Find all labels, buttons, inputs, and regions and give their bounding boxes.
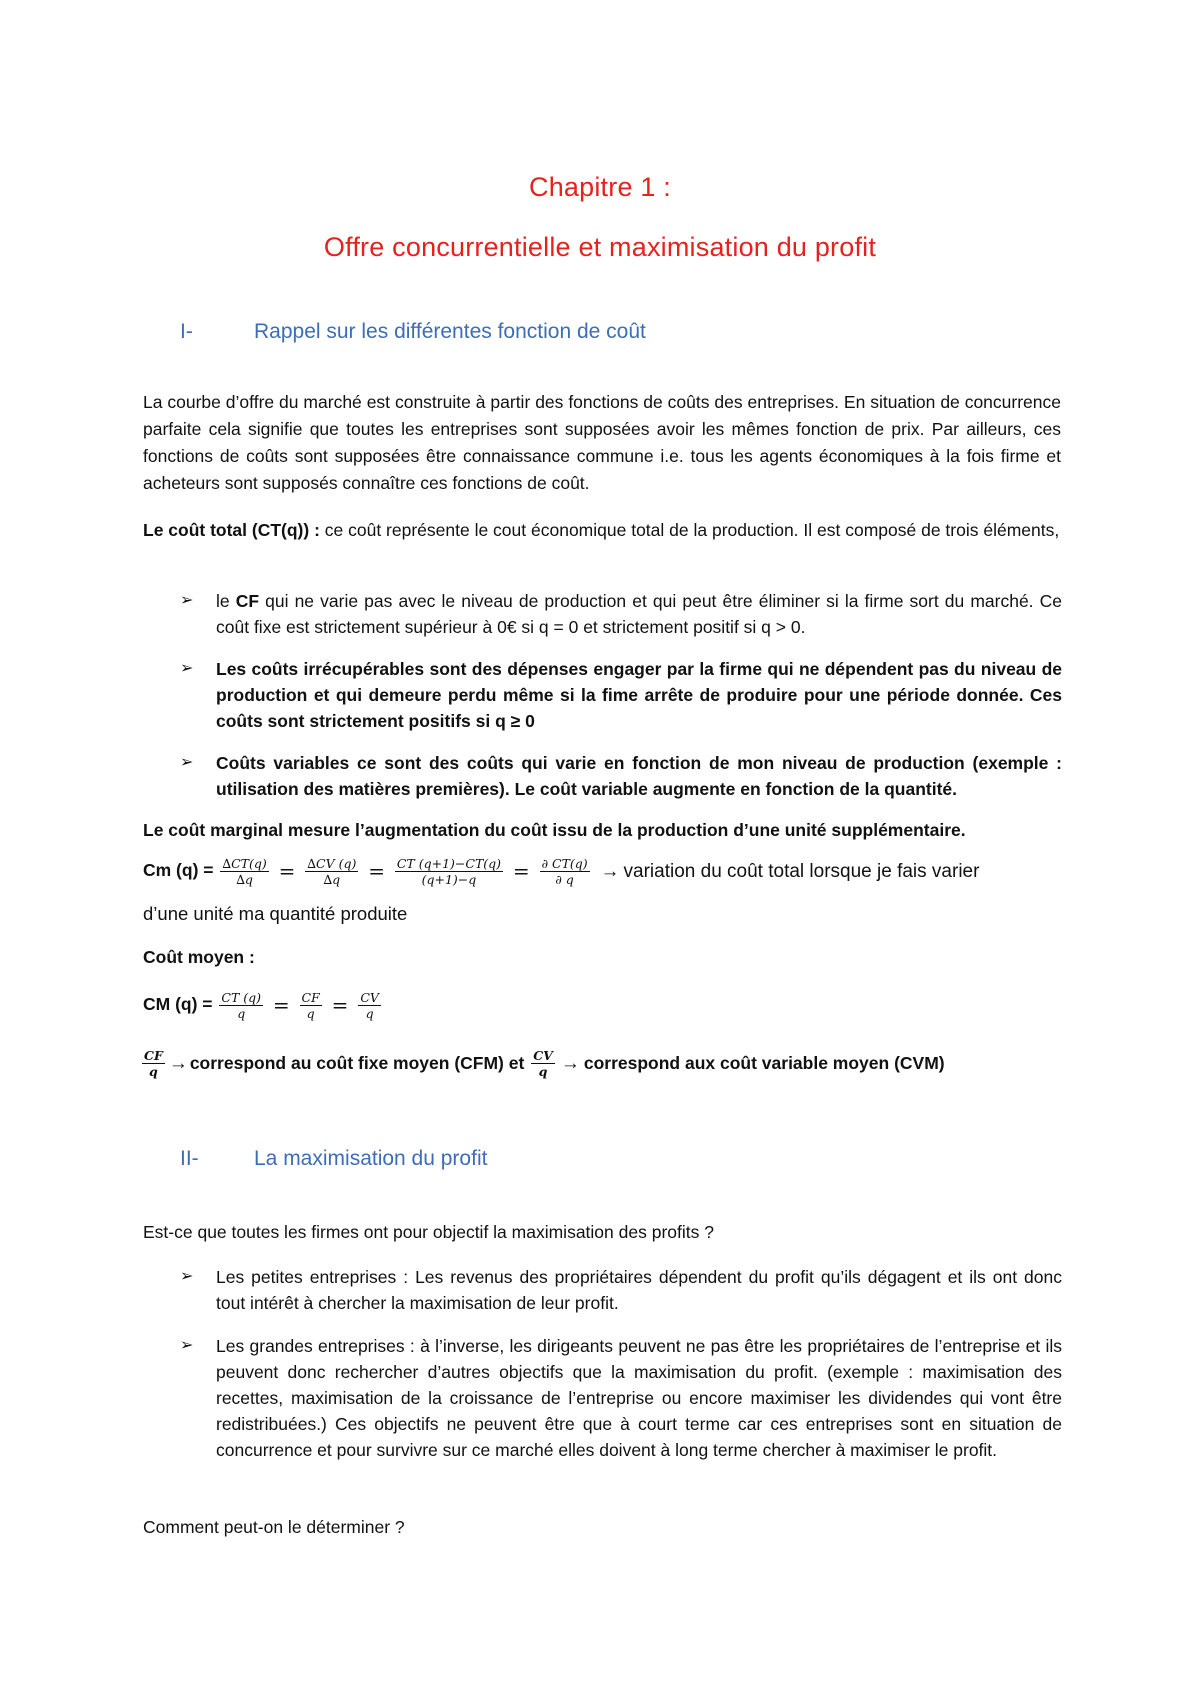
arrow-icon: → <box>600 861 620 882</box>
section-1-title: Rappel sur les différentes fonction de coût <box>254 320 646 343</box>
bullet-bold: CF <box>235 591 260 611</box>
section-2-heading <box>180 1147 487 1171</box>
marginal-cost-formula: Cm (q) = $\frac{\Delta CT(q)}{\Delta q}$ = $\frac{\Delta CV (q)}{\Delta q}$ = $\frac{CT (q+1)-CT(q)}{(q+1)-q}$ = $\frac{\partial CT(q)}{\partial q}$ → variation du coût total lorsque je fais varier <box>143 856 980 887</box>
arrow-icon: → <box>560 1053 580 1074</box>
bullet-text: Coûts variables ce sont des coûts qui varie en fonction de mon niveau de production (exemple : utilisation des matières premières). Le coût variable augmente en fonction de la quantité. <box>216 753 1062 799</box>
list-item <box>180 656 1062 734</box>
bullet-prefix: le <box>216 591 236 611</box>
arrow-bullet-icon: ➢ <box>180 660 194 677</box>
fraction: $\frac{\Delta CV (q)}{\Delta q}$ <box>307 856 357 887</box>
fraction: $\frac{CF}{q}$ <box>144 1048 163 1079</box>
fraction: $\frac{CT (q+1)-CT(q)}{(q+1)-q}$ <box>396 856 502 887</box>
formula-label: Cm (q) = <box>143 860 214 881</box>
section-2-number: II- <box>180 1147 199 1170</box>
section-1-heading <box>180 320 646 344</box>
closing-question-text: Comment peut-on le déterminer ? <box>143 1517 405 1537</box>
section-2-title: La maximisation du profit <box>254 1147 488 1170</box>
list-item <box>180 1333 1062 1463</box>
fraction: $\frac{CT (q)}{q}$ <box>221 990 262 1021</box>
intro-paragraph <box>143 389 1061 497</box>
arrow-icon: → <box>168 1053 188 1074</box>
intro-text: La courbe d’offre du marché est construite à partir des fonctions de coûts des entreprises. En situation de concurrence parfaite cela signifie que toutes les entreprises sont supposées avoir les mêmes fonction de prix. Par ailleurs, ces fonctions de coûts sont supposées être connaissance commune i.e. tous les agents économiques à la fois firme et acheteurs sont supposés connaître ces fonctions de coût. <box>143 392 1061 493</box>
marginal-cost-definition: Le coût marginal mesure l’augmentation du coût issu de la production d’une unité supplémentaire. <box>143 820 966 840</box>
chapter-subtitle: Offre concurrentielle et maximisation du profit <box>323 232 877 262</box>
total-cost-label: Le coût total (CT(q)) : <box>143 520 320 540</box>
arrow-bullet-icon: ➢ <box>180 1337 194 1354</box>
list-item <box>180 750 1062 802</box>
section-2-question: Est-ce que toutes les firmes ont pour objectif la maximisation des profits ? <box>143 1222 714 1242</box>
average-cost-label: Coût moyen : <box>143 947 255 967</box>
fraction: $\frac{CV}{q}$ <box>360 990 379 1021</box>
average-cost-formula: CM (q) = $\frac{CT (q)}{q}$ = $\frac{CF}{q}$ = $\frac{CV}{q}$ <box>143 990 379 1021</box>
chapter-title: Chapitre 1 : <box>529 172 671 202</box>
formula-explanation: variation du coût total lorsque je fais varier <box>623 861 980 882</box>
list-item <box>180 588 1062 640</box>
fraction: $\frac{CF}{q}$ <box>301 990 320 1021</box>
arrow-bullet-icon: ➢ <box>180 1268 194 1285</box>
bullet-text: qui ne varie pas avec le niveau de production et qui peut être éliminer si la firme sort du marché. Ce coût fixe est strictement supérieur à 0€ si q = 0 et strictement positif si q > 0. <box>216 591 1063 637</box>
arrow-bullet-icon: ➢ <box>180 754 194 771</box>
section-1-number: I- <box>180 320 193 343</box>
bullet-text: Les petites entreprises : Les revenus des propriétaires dépendent du profit qu’ils dégagent et ils ont donc tout intérêt à chercher la maximisation de leur profit. <box>216 1267 1062 1313</box>
arrow-bullet-icon: ➢ <box>180 592 194 609</box>
fraction: $\frac{\Delta CT(q)}{\Delta q}$ <box>222 856 267 887</box>
cfm-text: correspond au coût fixe moyen (CFM) et <box>189 1053 525 1073</box>
closing-question <box>143 1514 405 1541</box>
formula-label: CM (q) = <box>143 994 213 1015</box>
total-cost-text: ce coût représente le cout économique total de la production. Il est composé de trois éléments, <box>319 520 1060 540</box>
cvm-text: correspond aux coût variable moyen (CVM) <box>583 1053 945 1073</box>
total-cost-paragraph <box>143 517 1061 544</box>
formula-explanation-continued: d’une unité ma quantité produite <box>143 903 408 924</box>
bullet-text: Les grandes entreprises : à l’inverse, les dirigeants peuvent ne pas être les propriétaires de l’entreprise et ils peuvent donc rechercher d’autres objectifs que la maximisation du profit. (exemple : maximisation des recettes, maximisation de la croissance de l’entreprise ou encore maximiser les dividendes qui vont être redistribuées.) Ces objectifs ne peuvent être que à court terme car ces entreprises sont en situation de concurrence et pour survivre sur ce marché elles doivent à long terme chercher à maximiser le profit. <box>216 1336 1062 1460</box>
list-item <box>180 1264 1062 1316</box>
average-cost-components <box>140 1048 945 1079</box>
fraction: $\frac{\partial CT(q)}{\partial q}$ <box>541 856 588 887</box>
bullet-text: Les coûts irrécupérables sont des dépenses engager par la firme qui ne dépendent pas du niveau de production et qui demeure perdu même si la fime arrête de produire pour une période donnée. Ces coûts sont strictement positifs si q ≥ 0 <box>216 659 1062 731</box>
fraction: $\frac{CV}{q}$ <box>533 1048 553 1079</box>
